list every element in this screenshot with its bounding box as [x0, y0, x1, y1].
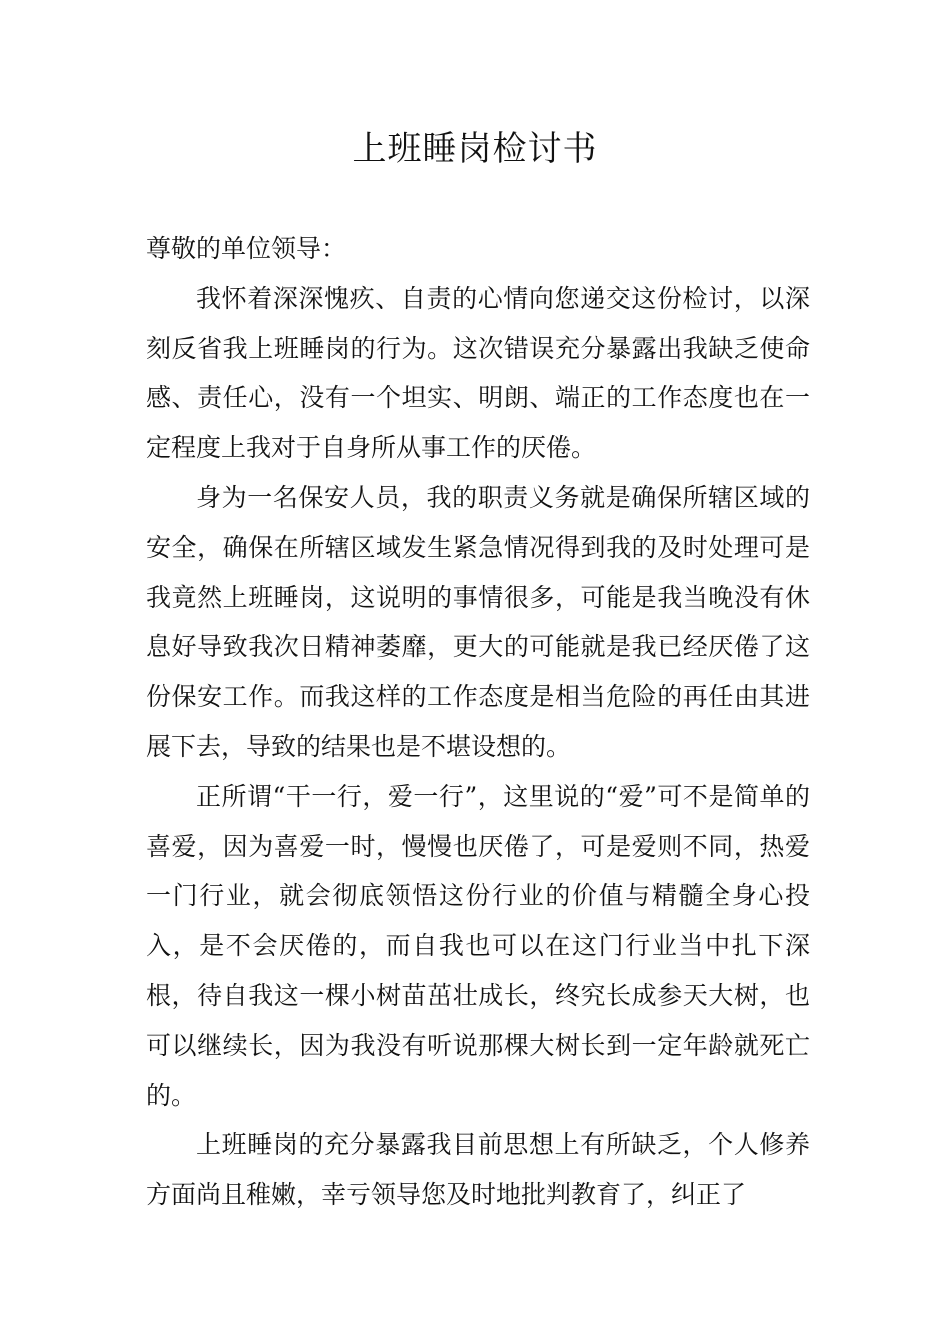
paragraph-2: 身为一名保安人员，我的职责义务就是确保所辖区域的安全，确保在所辖区域发生紧急情况得到我的及时处理可是我竟然上班睡岗，这说明的事情很多，可能是我当晚没有休息好导致我次日精神萎靡，更大的可能就是我已经厌倦了这份保安工作。而我这样的工作态度是相当危险的再任由其进展下去，导致的结果也是不堪设想的。 — [146, 482, 810, 761]
paragraph-4: 上班睡岗的充分暴露我目前思想上有所缺乏，个人修养方面尚且稚嫩，幸亏领导您及时地批判教育了，纠正了 — [146, 1130, 810, 1210]
document-body — [146, 224, 810, 1220]
salutation: 尊敬的单位领导： — [146, 234, 347, 263]
paragraph-3: 正所谓“干一行，爱一行”，这里说的“爱”可不是简单的喜爱，因为喜爱一时，慢慢也厌倦了，可是爱则不同，热爱一门行业，就会彻底领悟这份行业的价值与精髓全身心投入，是不会厌倦的，而自我也可以在这门行业当中扎下深根，待自我这一棵小树苗茁壮成长，终究长成参天大树，也可以继续长，因为我没有听说那棵大树长到一定年龄就死亡的。 — [146, 781, 810, 1110]
paragraph-1: 我怀着深深愧疚、自责的心情向您递交这份检讨，以深刻反省我上班睡岗的行为。这次错误充分暴露出我缺乏使命感、责任心，没有一个坦实、明朗、端正的工作态度也在一定程度上我对于自身所从事工作的厌倦。 — [146, 283, 810, 463]
document-title: 上班睡岗检讨书 — [352, 129, 598, 169]
